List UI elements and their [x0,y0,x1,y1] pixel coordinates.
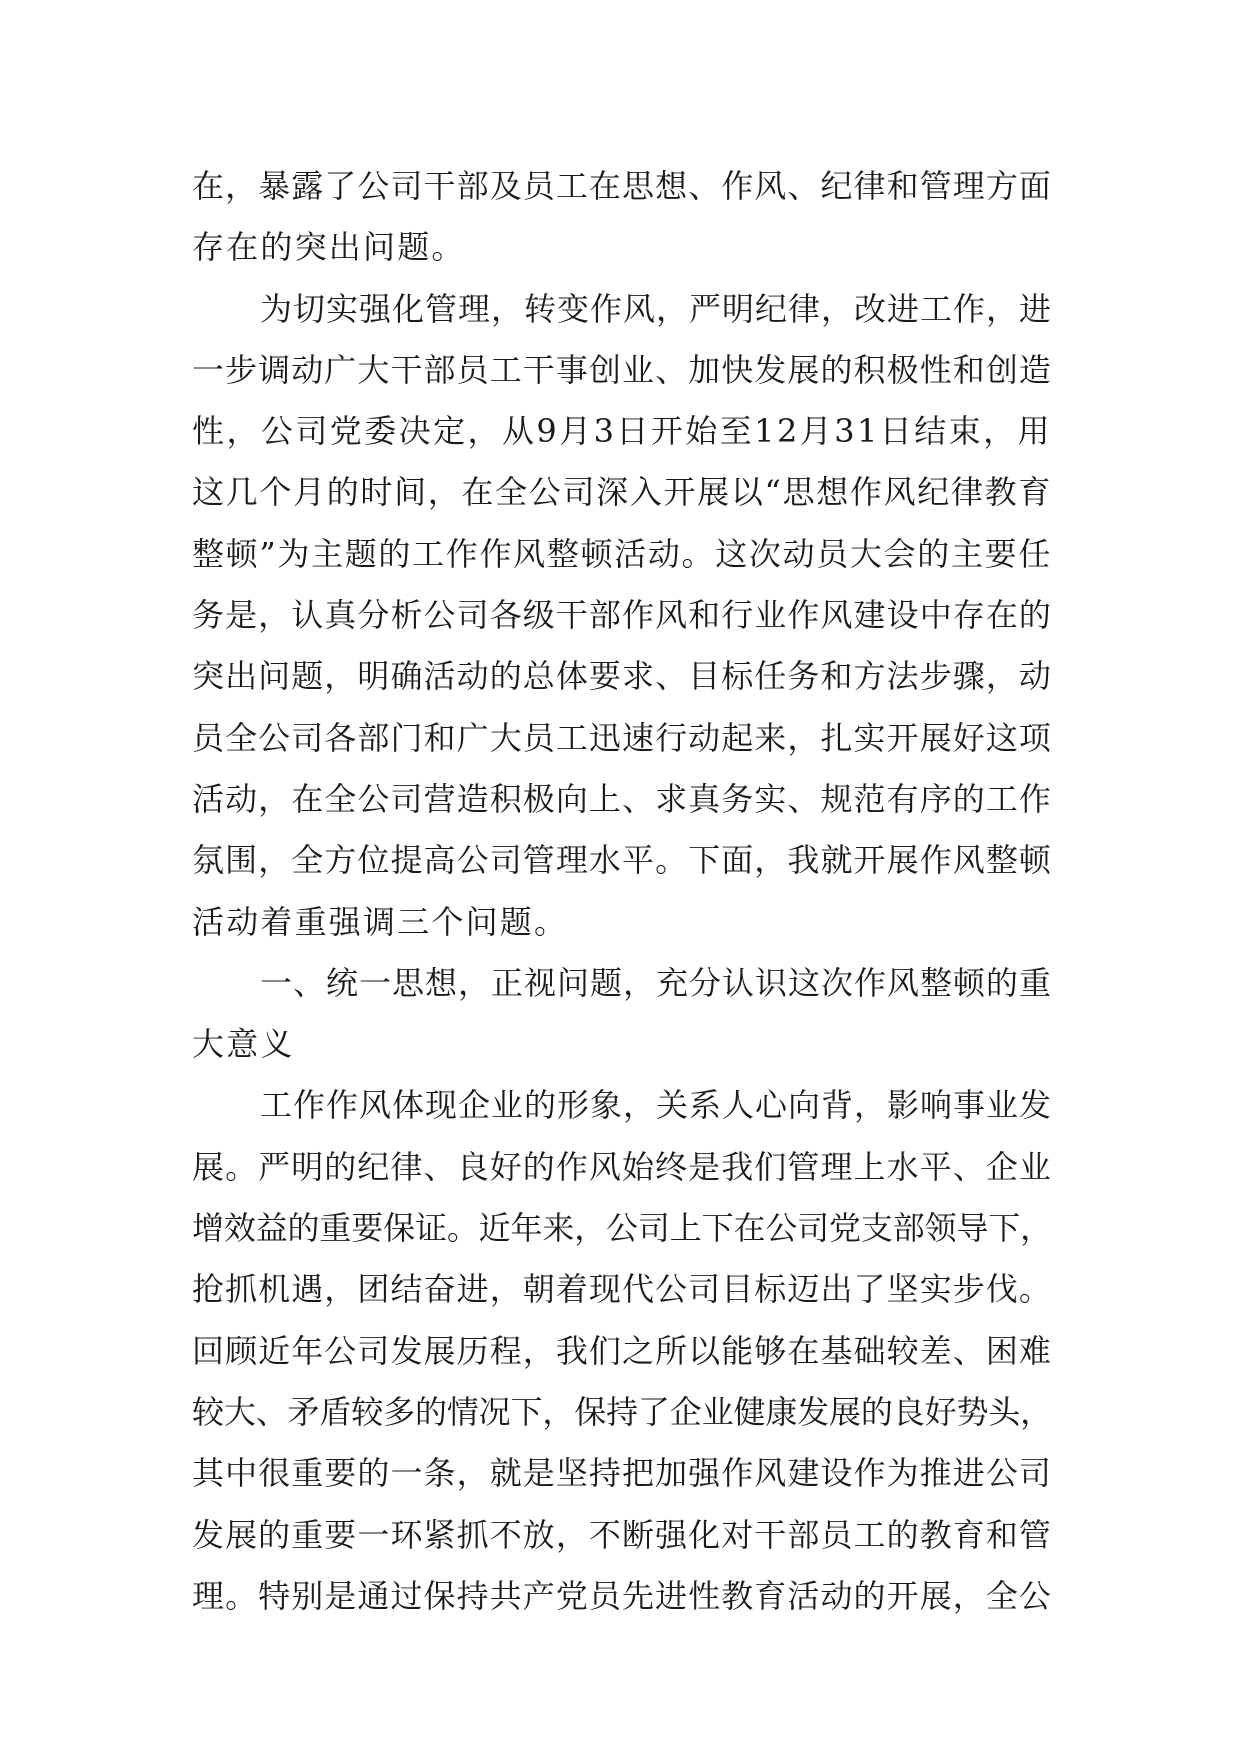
text-line: 理。特别是通过保持共产党员先进性教育活动的开展，全公 [192,1576,1052,1615]
text-line: 员全公司各部门和广大员工迅速行动起来，扎实开展好这项 [192,718,1052,757]
text-line: 抢抓机遇，团结奋进，朝着现代公司目标迈出了坚实步伐。 [192,1270,1052,1309]
text-line: 较大、矛盾较多的情况下，保持了企业健康发展的良好势头， [192,1392,1052,1431]
text-line: 活动着重强调三个问题。 [192,902,569,941]
text-line: 存在的突出问题。 [192,228,466,267]
text-line: 一、统一思想，正视问题，充分认识这次作风整顿的重 [260,963,1052,1002]
text-line: 回顾近年公司发展历程，我们之所以能够在基础较差、困难 [192,1331,1052,1370]
text-line: 氛围，全方位提高公司管理水平。下面，我就开展作风整顿 [192,841,1052,880]
text-line: 其中很重要的一条，就是坚持把加强作风建设作为推进公司 [192,1454,1052,1493]
text-line: 一步调动广大干部员工干事创业、加快发展的积极性和创造 [192,350,1052,389]
text-line: 务是，认真分析公司各级干部作风和行业作风建设中存在的 [192,596,1052,635]
text-line: 大意义 [192,1025,295,1064]
text-line: 发展的重要一环紧抓不放，不断强化对干部员工的教育和管 [192,1515,1052,1554]
text-line: 展。严明的纪律、良好的作风始终是我们管理上水平、企业 [192,1147,1052,1186]
text-line: 在，暴露了公司干部及员工在思想、作风、纪律和管理方面 [192,167,1052,205]
text-line: 性，公司党委决定，从9月3日开始至12月31日结束，用 [192,412,1052,451]
text-line: 工作作风体现企业的形象，关系人心向背，影响事业发 [260,1086,1052,1125]
text-line: 增效益的重要保证。近年来，公司上下在公司党支部领导下， [192,1209,1052,1248]
text-line: 突出问题，明确活动的总体要求、目标任务和方法步骤，动 [192,657,1052,696]
text-line: 为切实强化管理，转变作风，严明纪律，改进工作，进 [260,289,1052,328]
text-line: 活动，在全公司营造积极向上、求真务实、规范有序的工作 [192,779,1052,818]
document-body [192,156,1052,1627]
text-line: 这几个月的时间，在全公司深入开展以“思想作风纪律教育 [192,473,1052,512]
text-line: 整顿”为主题的工作作风整顿活动。这次动员大会的主要任 [192,534,1052,573]
